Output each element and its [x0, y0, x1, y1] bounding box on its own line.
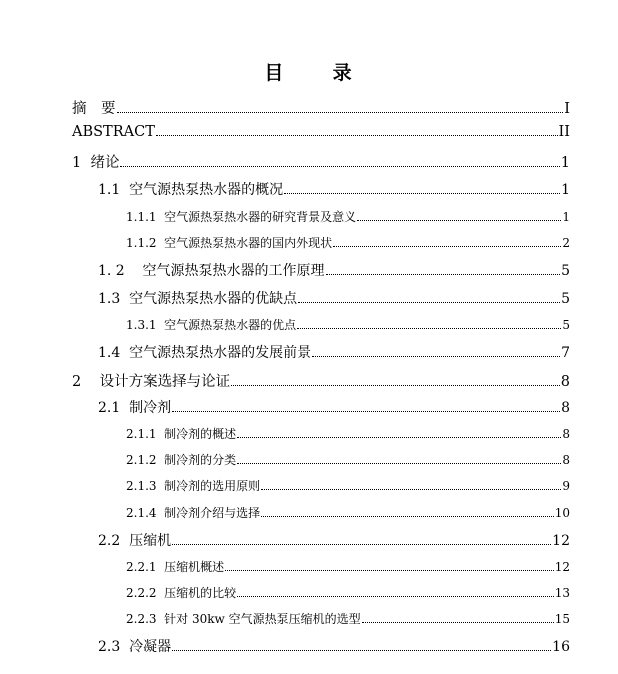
- toc-entry-1-3-1[interactable]: 1.3.1 空气源热泵热水器的优点 5: [126, 318, 570, 332]
- toc-entry-2-2[interactable]: 2.2 压缩机 12: [98, 533, 570, 549]
- toc-entry-1-1-2[interactable]: 1.1.2 空气源热泵热水器的国内外现状 2: [126, 236, 570, 250]
- toc-title-right: 录: [332, 62, 354, 84]
- toc-entry-2-1-3[interactable]: 2.1.3 制冷剂的选用原则 9: [126, 479, 570, 493]
- toc-entry-abstract-cn[interactable]: 摘 要 I: [72, 101, 570, 117]
- toc-entry-1-2[interactable]: 1. 2 空气源热泵热水器的工作原理 5: [98, 263, 570, 279]
- toc-entry-2[interactable]: 2 设计方案选择与论证 8: [72, 374, 570, 390]
- toc-entry-2-3[interactable]: 2.3 冷凝器 16: [98, 639, 570, 655]
- toc-entry-2-1-4[interactable]: 2.1.4 制冷剂介绍与选择 10: [126, 506, 570, 520]
- toc-entry-2-2-3[interactable]: 2.2.3 针对 30kw 空气源热泵压缩机的选型 15: [126, 612, 570, 626]
- toc-title-left: 目: [264, 62, 286, 84]
- toc-entry-2-1-2[interactable]: 2.1.2 制冷剂的分类 8: [126, 453, 570, 467]
- toc-title: [0, 58, 618, 85]
- toc-entry-2-1-1[interactable]: 2.1.1 制冷剂的概述 8: [126, 427, 570, 441]
- toc-entry-1-3[interactable]: 1.3 空气源热泵热水器的优缺点 5: [98, 291, 570, 307]
- toc-entry-2-2-1[interactable]: 2.2.1 压缩机概述 12: [126, 560, 570, 574]
- toc-entry-1-4[interactable]: 1.4 空气源热泵热水器的发展前景 7: [98, 345, 570, 361]
- toc-entry-1-1-1[interactable]: 1.1.1 空气源热泵热水器的研究背景及意义 1: [126, 210, 570, 224]
- toc-entry-1[interactable]: 1 绪论 1: [72, 155, 570, 171]
- toc-entry-2-2-2[interactable]: 2.2.2 压缩机的比较 13: [126, 586, 570, 600]
- toc-entry-1-1[interactable]: 1.1 空气源热泵热水器的概况 1: [98, 182, 570, 198]
- toc-entry-2-1[interactable]: 2.1 制冷剂 8: [98, 400, 570, 416]
- toc-entry-abstract-en[interactable]: ABSTRACT II: [72, 124, 570, 140]
